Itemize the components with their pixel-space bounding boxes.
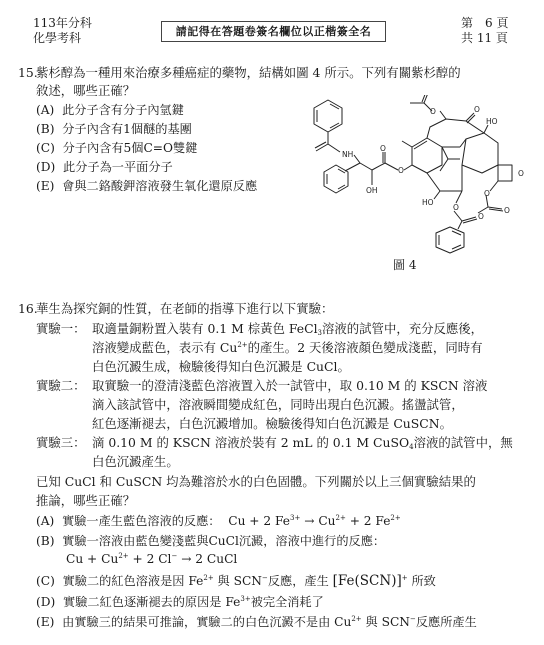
ester-o-label-1: O <box>398 166 404 175</box>
ketone-o-label: O <box>474 105 480 114</box>
q15-option-b: (B) 分子內含有1個醚的基團 <box>36 122 192 136</box>
option-b-equation: $Cu + Cu^{2+} + 2$ Cl− → 2 CuCl <box>66 552 238 566</box>
acetate-o-label: O <box>430 107 436 116</box>
q16-intro: 華生為探究銅的性質，在老師的指導下進行以下實驗： <box>36 301 334 316</box>
exp1-line3: 白色沉澱生成，檢驗後得知白色沉澱是 CuCl。 <box>92 359 350 374</box>
q15-number: 15. <box>18 65 38 80</box>
ho-top-label: HO <box>486 117 498 126</box>
exp3-line1: 滴 0.10 M 的 KSCN 溶液於裝有 2 mL 的 0.1 M CuSO$_4$溶液的試管中，無 <box>92 435 513 451</box>
q15-stem-line2: 敘述，哪些正確？ <box>36 83 136 98</box>
page-total: 共 11 頁 <box>461 31 508 45</box>
q16-option-d: (D) 實驗二紅色逐漸褪去的原因是 $Fe^{3+}$被完全消耗了 <box>36 595 324 609</box>
q16-option-b: (B) 實驗一溶液由藍色變淺藍與CuCl沉澱，溶液中進行的反應： <box>36 534 386 548</box>
exp2-line1: 取實驗一的澄清淺藍色溶液置入於一試管中，取 0.10 M 的 KSCN 溶液 <box>92 378 488 393</box>
exp3-line2: 白色沉澱產生。 <box>92 454 179 469</box>
signature-notice: 請記得在答題卷簽名欄位以正楷簽全名 <box>161 21 386 42</box>
benzoate-o-label: O <box>453 203 459 212</box>
figure-4-caption: 圖 4 <box>393 258 417 272</box>
oh-label: OH <box>366 186 378 195</box>
paclitaxel-structure-diagram <box>290 95 535 255</box>
exp1-label: 實驗一： <box>36 321 86 336</box>
exp3-label: 實驗三： <box>36 435 86 450</box>
acetate-o-label-2: O <box>484 189 490 198</box>
q15-stem-line1: 紫杉醇為一種用來治療多種癌症的藥物，結構如圖 4 所示。下列有關紫杉醇的 <box>36 65 461 80</box>
ho-bottom-label: HO <box>422 198 434 207</box>
q15-option-e: (E) 會與二鉻酸鉀溶液發生氧化還原反應 <box>36 179 258 193</box>
acetate-co-label: O <box>504 206 510 215</box>
exp2-line3: 紅色逐漸褪去，白色沉澱增加。檢驗後得知白色沉澱是 CuSCN。 <box>92 416 452 431</box>
q16-number: 16. <box>18 301 38 316</box>
oxetane-o-label: O <box>518 169 524 178</box>
q15-option-a: (A) 此分子含有分子內氫鍵 <box>36 103 184 117</box>
q16-option-e: (E) 由實驗三的結果可推論，實驗二的白色沉澱不是由 $Cu^{2+}$ 與 SCN−反應所產生 <box>36 615 477 629</box>
benzoate-co-label: O <box>478 212 484 221</box>
q15-option-d: (D) 此分子為一平面分子 <box>36 160 173 174</box>
q15-option-c: (C) 分子內含有5個C=O雙鍵 <box>36 141 198 155</box>
q16-option-c: (C) 實驗二的紅色溶液是因 $Fe^{2+}$ 與 SCN−反應，產生 [Fe(SCN)]+ 所致 <box>36 573 436 589</box>
exam-year: 113年分科 <box>33 16 92 30</box>
exp2-line2: 滴入該試管中，溶液瞬間變成紅色，同時出現白色沉澱。搖盪試管， <box>92 397 464 412</box>
page-current: 第 6 頁 <box>461 16 509 30</box>
q16-known-line2: 推論，哪些正確？ <box>36 493 136 508</box>
ester-o-label-2: O <box>380 144 386 153</box>
exp1-line1: 取適量銅粉置入裝有 0.1 M 棕黃色 FeCl$_3$溶液的試管中，充分反應後， <box>92 321 484 337</box>
option-a-equation: Cu + 2 $Fe^{3+} \to Cu^{2+} + 2$ $Fe^{2+}$ <box>228 514 401 528</box>
q16-option-a: (A) 實驗一產生藍色溶液的反應： Cu + 2 $Fe^{3+} \to Cu^{2+} + 2$ $Fe^{2+}$ <box>36 514 401 528</box>
subject-name: 化學考科 <box>33 31 82 45</box>
exp1-line2: 溶液變成藍色，表示有 $Cu^{2+}$的產生。2 天後溶液顏色變成淺藍，同時有 <box>92 340 483 355</box>
nh-label: NH <box>342 150 354 159</box>
q16-known-line1: 已知 CuCl 和 CuSCN 均為難溶於水的白色固體。下列關於以上三個實驗結果的 <box>36 474 476 489</box>
exp2-label: 實驗二： <box>36 378 86 393</box>
